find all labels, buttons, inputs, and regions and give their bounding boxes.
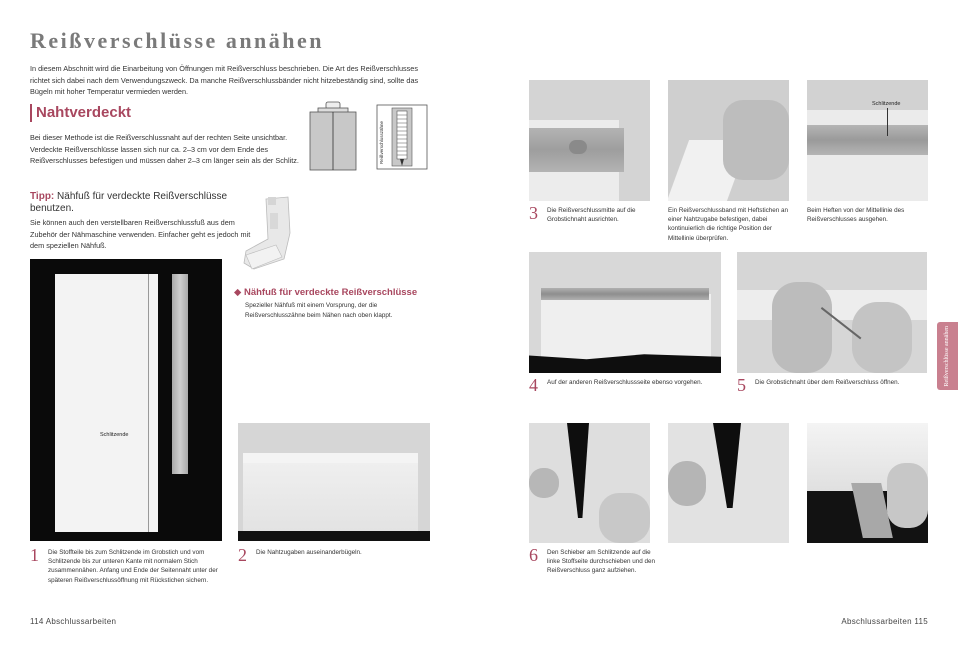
chapter-side-tab[interactable] [937,322,958,390]
zipper [172,274,188,474]
step-number: 6 [529,545,538,565]
step-6a-photo [529,423,650,543]
footer-left: 114 Abschlussarbeiten [30,617,117,626]
step-6c-photo [807,423,928,543]
foot-caption-title [234,287,417,298]
step-5-photo [737,252,927,373]
hand [887,463,928,528]
thumb [668,461,706,506]
section-heading: Nahtverdeckt [30,104,131,122]
step-2-caption [238,547,428,563]
page-title: Reißverschlüsse annähen [30,28,325,53]
step-5-caption [737,377,927,393]
step-number: 4 [529,375,538,395]
tip-label: Tipp: [30,191,55,202]
step-number: 5 [737,375,746,395]
step-text: Den Schieber am Schlitzende auf die linke Stoffseite durchschieben und den Reißverschluss ganz aufziehen. [547,549,656,575]
presser-foot-image [236,193,316,275]
tip-title: Nähfuß für verdeckte Reißverschlüsse benutzen. [30,191,228,214]
schlitzende-label: Schlitzende [100,432,129,438]
step-3-caption [529,205,654,224]
step-6b-photo [668,423,789,543]
zipper-tape [541,288,709,300]
step-3b-caption: Ein Reißverschlussband mit Heftstichen an einer Nahtzugabe befestigen, dabei kontinuierlich die richtige Position der Mittellinie überprüfen. [668,207,789,242]
fabric-piece [55,274,158,532]
zipper-opening [567,423,589,518]
foot-caption-title-text: Nähfuß für verdeckte Reißverschlüsse [243,287,418,298]
step-text: Die Grobstichnaht über dem Reißverschluss öffnen. [755,379,900,386]
diagram-closed-zipper [308,100,358,172]
step-text: Die Nahtzugaben auseinanderbügeln. [256,549,362,556]
side-tab-label: Reißverschlüsse annähen [944,325,950,387]
step-6-caption [529,547,664,576]
hand [599,493,650,543]
footer-right: Abschlussarbeiten 115 [841,617,928,626]
zipper-pull [569,140,587,154]
diagram-label: Reißverschlusszähne [379,120,384,164]
fabric [807,110,928,201]
section-body: Bei dieser Methode ist die Reißverschlussnaht auf der rechten Seite unsichtbar. Verdeckte Reißverschlüsse lassen sich nur ca. 2–3 cm vor dem Ende des Reißverschlusses befestigen und müssen daher 2–3 cm länger sein als der Schlitz. [30,133,299,165]
step-1-caption [30,547,220,585]
step-4-photo [529,252,721,373]
zipper-tape [807,125,928,155]
step-number: 1 [30,545,39,565]
thumb [529,468,559,498]
label-pointer [887,108,888,136]
step-1-photo [30,259,222,541]
schlitzende-label: Schlitzende [872,101,901,107]
step-text: Auf der anderen Reißverschlussseite ebenso vorgehen. [547,379,703,386]
dark-base [238,531,430,541]
fabric-body [243,463,418,536]
step-3b-photo [668,80,789,201]
diamond-bullet-icon: ◆ [234,287,242,298]
step-4-caption [529,377,719,393]
fabric-fold [243,453,418,463]
step-3a-photo [529,80,650,201]
step-number: 3 [529,203,538,223]
seam-line [148,274,149,532]
tip-heading [30,191,255,215]
step-3c-photo [807,80,928,201]
zipper-opening [713,423,741,508]
diagram-zipper-teeth [376,104,428,170]
intro-paragraph: In diesem Abschnitt wird die Einarbeitung von Öffnungen mit Reißverschluss beschrieben. Die Art des Reißverschlusses richtet sich dabei nach dem Verwendungszweck. Da manche Reißverschlussbänder nicht hitzebeständig sind, sollte das Bügeln mit hoher Temperatur vermieden werden. [30,64,419,96]
step-text: Die Reißverschlussmitte auf die Grobstichnaht ausrichten. [547,207,636,224]
hand [723,100,789,180]
hand-left [772,282,832,373]
fabric [541,294,711,362]
step-3c-caption: Beim Heften von der Mittellinie des Reißverschlusses ausgehen. [807,207,905,224]
step-number: 2 [238,545,247,565]
step-text: Die Stoffteile bis zum Schlitzende im Grobstich und vom Schlitzende bis zur unteren Kante mit normalem Stich zusammennähen. Anfang und Ende der Seitennaht unter der späteren Reißverschlussöffnung mit Rückstichen sichern. [48,549,218,584]
step-2-photo [238,423,430,541]
foot-caption-body: Spezieller Nähfuß mit einem Vorsprung, der die Reißverschlusszähne beim Nähen nach oben klappt. [245,302,393,319]
tip-body: Sie können auch den verstellbaren Reißverschlussfuß aus dem Zubehör der Nähmaschine verwenden. Einfacher geht es jedoch mit dem speziellen Nähfuß. [30,218,251,250]
